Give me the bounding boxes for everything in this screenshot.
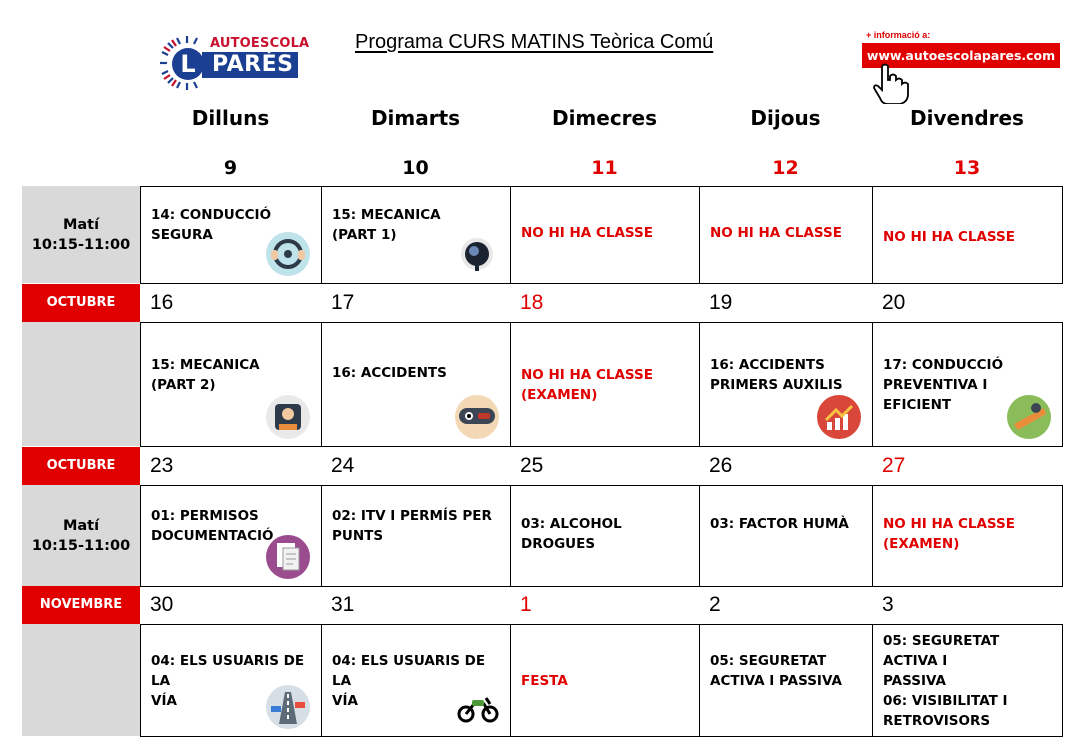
no-class-label: NO HI HA CLASSE (EXAMEN) bbox=[521, 367, 653, 403]
schedule-cell bbox=[699, 624, 873, 737]
date-number: 3 bbox=[882, 593, 894, 616]
schedule-cell bbox=[140, 322, 322, 447]
lesson-title: 03: ALCOHOL DROGUES bbox=[521, 516, 622, 552]
date-number: 27 bbox=[882, 454, 906, 477]
no-class-label: NO HI HA CLASSE bbox=[883, 229, 1015, 245]
date-number: 19 bbox=[709, 291, 733, 314]
schedule-cell bbox=[140, 485, 322, 587]
logo-top-text: AUTOESCOLA bbox=[210, 36, 310, 51]
row-side-label bbox=[22, 624, 140, 736]
row-side-label bbox=[22, 322, 140, 446]
mechanic-part-icon bbox=[454, 231, 500, 277]
day-header-dimecres: Dimecres bbox=[551, 106, 658, 130]
no-class-label: FESTA bbox=[521, 673, 568, 689]
lesson-title: 02: ITV I PERMÍS PER PUNTS bbox=[332, 508, 492, 544]
lesson-title: 05: SEGURETAT ACTIVA I PASSIVA 06: VISIBILITAT I RETROVISORS bbox=[883, 633, 1008, 729]
date-number: 11 bbox=[591, 157, 618, 179]
lesson-title: 04: ELS USUARIS DE LA VÍA bbox=[151, 653, 305, 709]
lesson-title: 16: ACCIDENTS PRIMERS AUXILIS bbox=[710, 357, 843, 393]
schedule-cell bbox=[699, 186, 873, 284]
schedule-cell bbox=[140, 186, 322, 284]
schedule-cell bbox=[872, 624, 1063, 737]
logo-letter: L bbox=[172, 48, 204, 80]
day-header-divendres: Divendres bbox=[910, 106, 1024, 130]
day-header-dimarts: Dimarts bbox=[370, 106, 461, 130]
lesson-title: 05: SEGURETAT ACTIVA I PASSIVA bbox=[710, 653, 842, 689]
steering-wheel-icon bbox=[265, 231, 311, 277]
day-header-dijous: Dijous bbox=[750, 106, 821, 130]
schedule-cell bbox=[140, 624, 322, 737]
schedule-cell bbox=[510, 186, 700, 284]
schedule-cell bbox=[321, 485, 511, 587]
date-number: 2 bbox=[709, 593, 721, 616]
date-number: 1 bbox=[520, 593, 532, 616]
lesson-title: 14: CONDUCCIÓ SEGURA bbox=[151, 207, 272, 243]
gearshift-icon bbox=[265, 394, 311, 440]
session-time: Matí 10:15-11:00 bbox=[31, 216, 131, 253]
date-number: 9 bbox=[223, 157, 238, 179]
lesson-title: 01: PERMISOS DOCUMENTACIÓ bbox=[151, 508, 274, 544]
date-number: 31 bbox=[331, 593, 355, 616]
date-number: 30 bbox=[150, 593, 174, 616]
row-side-label bbox=[22, 186, 140, 283]
month-label: NOVEMBRE bbox=[22, 586, 140, 624]
schedule-cell bbox=[510, 624, 700, 737]
session-time: Matí 10:15-11:00 bbox=[31, 517, 131, 554]
info-label: + informació a: bbox=[866, 30, 931, 40]
date-number: 10 bbox=[402, 157, 429, 179]
lesson-title: 03: FACTOR HUMÀ bbox=[710, 516, 849, 532]
schedule-cell bbox=[321, 186, 511, 284]
schedule-cell bbox=[699, 485, 873, 587]
motorcycle-icon bbox=[454, 684, 500, 730]
schedule-cell bbox=[510, 485, 700, 587]
lesson-title: 17: CONDUCCIÓ PREVENTIVA I EFICIENT bbox=[883, 357, 1004, 413]
schedule-cell bbox=[321, 322, 511, 447]
schedule-cell bbox=[872, 322, 1063, 447]
month-label: OCTUBRE bbox=[22, 284, 140, 322]
schedule-cell bbox=[872, 186, 1063, 284]
date-number: 13 bbox=[953, 157, 981, 179]
website-link[interactable]: www.autoescolapares.com bbox=[862, 43, 1060, 68]
page-title: Programa CURS MATINS Teòrica Comú bbox=[355, 31, 714, 53]
lesson-title: 04: ELS USUARIS DE LA VÍA bbox=[332, 653, 486, 709]
date-number: 24 bbox=[331, 454, 355, 477]
lesson-title: 15: MECANICA (PART 2) bbox=[151, 357, 260, 393]
schedule-cell bbox=[699, 322, 873, 447]
date-number: 18 bbox=[520, 291, 544, 314]
no-class-label: NO HI HA CLASSE (EXAMEN) bbox=[883, 516, 1015, 552]
eco-driving-icon bbox=[1006, 394, 1052, 440]
no-class-label: NO HI HA CLASSE bbox=[521, 225, 653, 241]
row-side-label bbox=[22, 485, 140, 586]
day-header-dilluns: Dilluns bbox=[191, 106, 270, 130]
schedule-cell bbox=[872, 485, 1063, 587]
logo-name: PARÉS bbox=[202, 52, 298, 78]
lesson-title: 15: MECANICA (PART 1) bbox=[332, 207, 441, 243]
hand-cursor-icon bbox=[872, 62, 912, 104]
rearview-mirror-icon bbox=[454, 394, 500, 440]
growth-chart-icon bbox=[816, 394, 862, 440]
month-label: OCTUBRE bbox=[22, 447, 140, 485]
date-number: 20 bbox=[882, 291, 906, 314]
schedule-cell bbox=[321, 624, 511, 737]
lesson-title: 16: ACCIDENTS bbox=[332, 365, 447, 381]
documents-icon bbox=[265, 534, 311, 580]
date-number: 17 bbox=[331, 291, 355, 314]
date-number: 26 bbox=[709, 454, 733, 477]
date-number: 16 bbox=[150, 291, 174, 314]
autoescola-pares-logo bbox=[158, 34, 310, 92]
date-number: 23 bbox=[150, 454, 174, 477]
date-number: 25 bbox=[520, 454, 544, 477]
no-class-label: NO HI HA CLASSE bbox=[710, 225, 842, 241]
date-number: 12 bbox=[772, 157, 799, 179]
schedule-cell bbox=[510, 322, 700, 447]
road-users-icon bbox=[265, 684, 311, 730]
